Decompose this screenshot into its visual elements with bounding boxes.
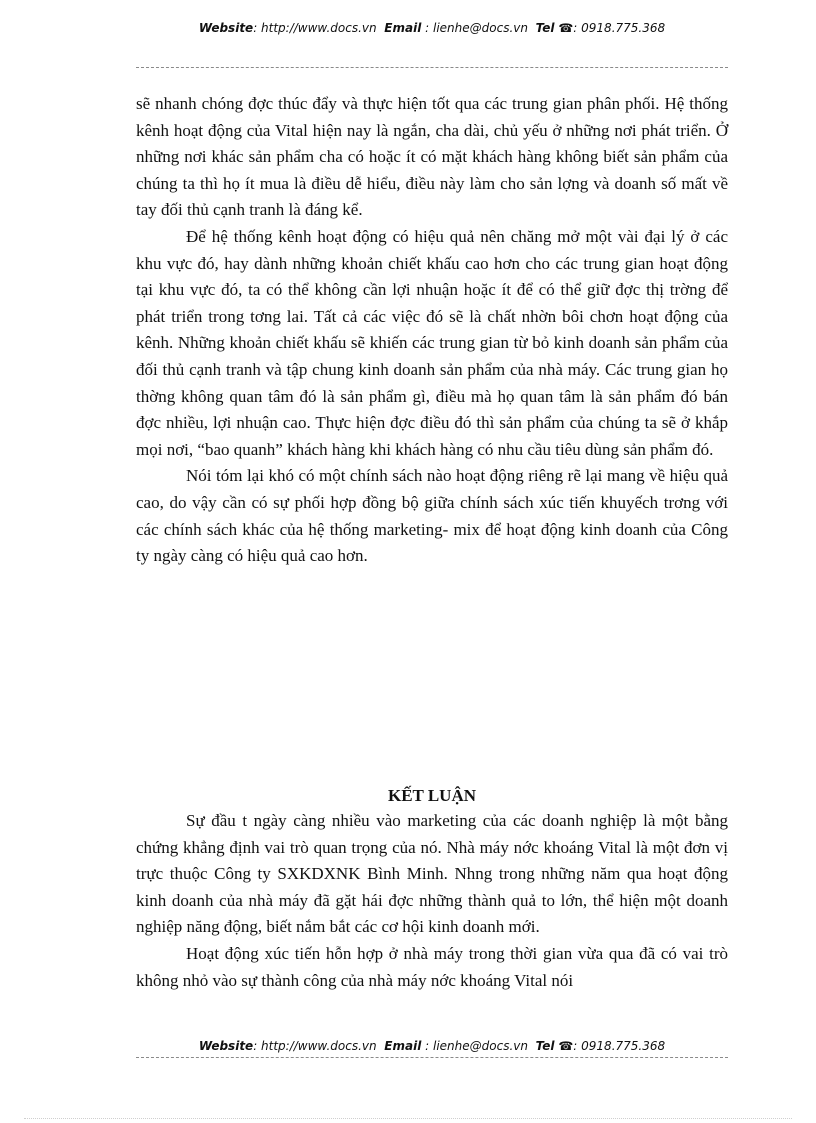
tel-value: : 0918.775.368 (573, 21, 666, 35)
paragraph: Để hệ thống kênh hoạt động có hiệu quả nên chăng mở một vài đại lý ở các khu vực đó, hay dành những khoản chiết khấu cao hơn cho các trung gian hoạt động tại khu vực đó, ta có thể không cần lợi nhuận hoặc ít để có thể giữ đợc thị trờng để phát triển trong tơng lai. Tất cả các việc đó sẽ là chất nhờn bôi chơn hoạt động của kênh. Những khoản chiết khấu sẽ khiến các trung gian từ bỏ kinh doanh sản phẩm của đối thủ cạnh tranh và tập chung kinh doanh sản phẩm của nhà máy. Các trung gian họ thờng không quan tâm đó là sản phẩm gì, điều mà họ quan tâm là sản phẩm đó bán đợc nhiều, lợi nhuận cao. Thực hiện đợc điều đó thì sản phẩm của chúng ta sẽ ở khắp mọi nơi, “bao quanh” khách hàng khi khách hàng có nhu cầu tiêu dùng sản phẩm đó. (136, 226, 728, 459)
header-divider (136, 67, 728, 68)
email-value: : lienhe@docs.vn (425, 1039, 528, 1053)
phone-icon: ☎ (558, 21, 574, 35)
paragraph: Hoạt động xúc tiến hỗn hợp ở nhà máy trong thời gian vừa qua đã có vai trò không nhỏ vào sự thành công của nhà máy nớc khoáng Vital nói (136, 943, 728, 990)
page-footer (136, 1039, 728, 1053)
tel-label: Tel (535, 21, 555, 35)
website-label: Website (198, 1039, 254, 1053)
email-label: Email (384, 1039, 422, 1053)
footer-divider (136, 1057, 728, 1058)
paragraph: Nói tóm lại khó có một chính sách nào hoạt động riêng rẽ lại mang về hiệu quả cao, do vậy cần có sự phối hợp đồng bộ giữa chính sách xúc tiến khuyếch trơng với các chính sách khác của hệ thống marketing- mix để hoạt động kinh doanh của Công ty ngày càng có hiệu quả cao hơn. (136, 466, 728, 566)
body-section-top (136, 91, 728, 570)
email-value: : lienhe@docs.vn (425, 21, 528, 35)
phone-icon: ☎ (558, 1039, 574, 1053)
tel-value: : 0918.775.368 (573, 1039, 666, 1053)
tel-label: Tel (535, 1039, 555, 1053)
website-label: Website (198, 21, 254, 35)
email-label: Email (384, 21, 422, 35)
website-value: : http://www.docs.vn (253, 1039, 377, 1053)
page-header (136, 21, 728, 35)
paragraph: Sự đầu t ngày càng nhiều vào marketing của các doanh nghiệp là một bằng chứng khẳng định vai trò quan trọng của nó. Nhà máy nớc khoáng Vital là một đơn vị trực thuộc Công ty SXKDXNK Bình Minh. Nhng trong những năm qua hoạt động kinh doanh của nhà máy đã gặt hái đợc những thành quả to lớn, thể hiện một doanh nghiệp năng động, biết nắm bắt các cơ hội kinh doanh mới. (136, 811, 728, 937)
body-section-conclusion (136, 808, 728, 994)
website-value: : http://www.docs.vn (253, 21, 377, 35)
page-edge-divider (24, 1118, 792, 1119)
conclusion-heading: KẾT LUẬN (387, 786, 476, 805)
paragraph: sẽ nhanh chóng đợc thúc đẩy và thực hiện tốt qua các trung gian phân phối. Hệ thống kênh hoạt động của Vital hiện nay là ngắn, cha dài, chủ yếu ở những nơi phát triển. Ở những nơi khác sản phẩm cha có hoặc ít có mặt khách hàng không biết sản phẩm của chúng ta thì họ ít mua là điều dễ hiểu, điều này làm cho sản lợng và doanh số mất về tay đối thủ cạnh tranh là đáng kể. (136, 94, 728, 220)
